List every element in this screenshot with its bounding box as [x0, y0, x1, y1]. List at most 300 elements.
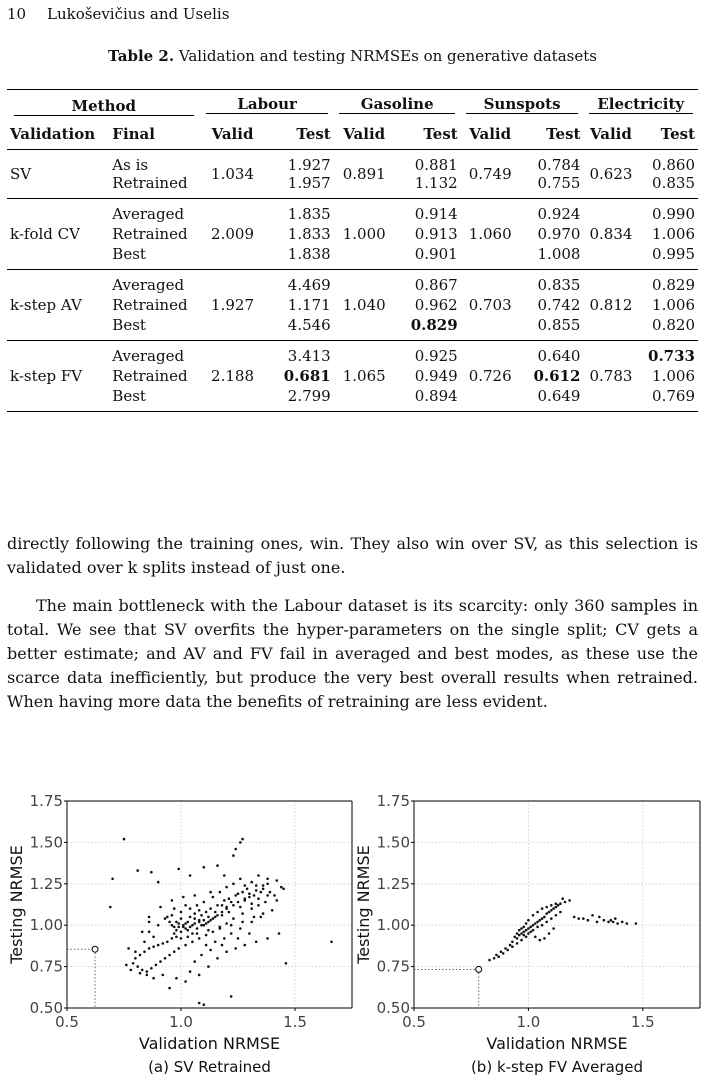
test-value-cell: 0.901	[414, 245, 458, 263]
data-point	[262, 884, 265, 887]
data-point	[610, 919, 613, 922]
data-point	[150, 967, 153, 970]
x-tick-label: 1.5	[630, 1013, 655, 1031]
test-value-cell: 0.913	[414, 225, 458, 243]
y-tick-label: 1.00	[29, 916, 63, 935]
data-point	[330, 941, 333, 944]
data-point	[511, 941, 514, 944]
data-point	[260, 916, 263, 919]
data-point	[196, 927, 199, 930]
data-point	[561, 897, 564, 900]
data-point	[582, 917, 585, 920]
y-tick-label: 0.75	[376, 957, 410, 976]
data-point	[173, 926, 176, 929]
header-method: Method	[7, 90, 201, 120]
data-point	[527, 919, 530, 922]
sub-header-test: Test	[296, 125, 331, 144]
table-row	[7, 270, 698, 295]
valid-value-cell: 1.000	[342, 225, 386, 243]
test-value-cell: 0.990	[652, 205, 695, 223]
data-point	[244, 884, 247, 887]
data-point	[214, 911, 217, 914]
data-point	[266, 883, 269, 886]
data-point	[253, 916, 256, 919]
data-point	[541, 907, 544, 910]
test-value-cell: 0.755	[537, 174, 581, 192]
data-point	[225, 922, 228, 925]
data-point	[564, 901, 567, 904]
data-point	[173, 950, 176, 953]
data-point	[146, 974, 149, 977]
x-tick-label: 0.5	[402, 1013, 426, 1031]
data-point	[152, 936, 155, 939]
x-axis-label: Validation NRMSE	[486, 1034, 628, 1053]
data-point	[500, 950, 503, 953]
data-point	[212, 931, 215, 934]
data-point	[180, 911, 183, 914]
data-point	[234, 848, 237, 851]
table-row	[7, 341, 698, 366]
data-point	[239, 906, 242, 909]
data-point	[568, 899, 571, 902]
data-point	[198, 1002, 201, 1005]
data-point	[221, 944, 224, 947]
data-point	[237, 892, 240, 895]
valid-value-cell: 0.726	[468, 367, 512, 385]
data-point	[139, 954, 142, 957]
data-point	[536, 926, 539, 929]
data-point	[148, 947, 151, 950]
data-point	[216, 904, 219, 907]
test-value-cell: 4.469	[287, 276, 331, 294]
x-axis-label: Validation NRMSE	[138, 1034, 281, 1053]
data-point	[225, 906, 228, 909]
data-point	[193, 960, 196, 963]
data-point	[234, 947, 237, 950]
data-point	[266, 878, 269, 881]
data-point	[209, 919, 212, 922]
data-point	[177, 868, 180, 871]
sub-header-valid: Valid	[343, 125, 386, 144]
data-point	[193, 922, 196, 925]
data-point	[209, 949, 212, 952]
data-point	[557, 904, 560, 907]
data-point	[134, 950, 137, 953]
results-table	[7, 89, 698, 412]
method-cell: k-fold CV	[10, 225, 80, 243]
data-point	[523, 934, 526, 937]
data-point	[207, 921, 210, 924]
paragraph-2-text: The main bottleneck with the Labour dataset is its scarcity: only 360 samples in total. We see that SV overfits the hyper-parameters on the single split; CV gets a better estimate; and AV and FV fail in averaged and best modes, as these use the scarce data inefficiently, but produce the very best overall results when retrained. When having more data the benefits of retraining are less evident.	[7, 596, 698, 711]
data-point	[155, 964, 158, 967]
test-value-cell: 1.006	[652, 296, 695, 314]
table-row	[7, 199, 698, 224]
data-point	[626, 922, 629, 925]
data-point	[550, 909, 553, 912]
selected-point-marker	[92, 946, 98, 952]
final-cell: Best	[112, 316, 146, 334]
data-point	[203, 924, 206, 927]
data-point	[219, 926, 222, 929]
data-point	[109, 906, 112, 909]
valid-value-cell: 1.060	[468, 225, 512, 243]
final-cell: Best	[112, 245, 146, 263]
data-point	[555, 914, 558, 917]
data-point	[143, 941, 146, 944]
valid-value-cell: 0.812	[589, 296, 633, 314]
valid-value-cell: 0.891	[342, 165, 386, 183]
data-point	[239, 927, 242, 930]
test-value-cell: 1.838	[287, 245, 331, 263]
data-point	[180, 937, 183, 940]
header-sunspots: Sunspots	[461, 90, 584, 120]
data-point	[555, 902, 558, 905]
y-tick-label: 1.75	[29, 792, 63, 810]
y-tick-label: 1.50	[29, 833, 63, 852]
valid-value-cell: 0.703	[468, 296, 512, 314]
valid-value-cell: 2.188	[211, 367, 254, 385]
data-point	[132, 962, 135, 965]
data-point	[550, 904, 553, 907]
data-point	[587, 919, 590, 922]
data-point	[230, 995, 233, 998]
data-point	[532, 924, 535, 927]
data-point	[209, 907, 212, 910]
data-point	[125, 964, 128, 967]
data-point	[232, 904, 235, 907]
data-point	[216, 914, 219, 917]
data-point	[173, 907, 176, 910]
data-point	[171, 899, 174, 902]
final-cell: Averaged	[112, 205, 185, 223]
test-value-cell: 0.924	[537, 205, 581, 223]
data-point	[543, 916, 546, 919]
data-point	[148, 916, 151, 919]
data-point	[232, 854, 235, 857]
data-point	[207, 965, 210, 968]
data-point	[209, 891, 212, 894]
data-point	[614, 917, 617, 920]
data-point	[262, 888, 265, 891]
data-point	[621, 921, 624, 924]
data-point	[250, 921, 253, 924]
test-value-cell: 0.820	[652, 316, 695, 334]
data-point	[205, 944, 208, 947]
test-value-cell: 0.769	[652, 387, 695, 405]
data-point	[191, 941, 194, 944]
valid-value-cell: 0.783	[589, 367, 633, 385]
data-point	[193, 917, 196, 920]
test-value-cell: 1.008	[537, 245, 581, 263]
test-value-cell: 1.835	[287, 205, 331, 223]
data-point	[573, 916, 576, 919]
data-point	[139, 972, 142, 975]
test-value-cell: 1.132	[414, 174, 458, 192]
data-point	[250, 902, 253, 905]
test-value-cell: 0.835	[652, 174, 695, 192]
data-point	[255, 941, 258, 944]
data-point	[216, 864, 219, 867]
data-point	[134, 957, 137, 960]
data-point	[250, 881, 253, 884]
data-point	[168, 921, 171, 924]
data-point	[607, 921, 610, 924]
data-point	[203, 1003, 206, 1006]
data-point	[244, 944, 247, 947]
data-point	[189, 907, 192, 910]
data-point	[260, 891, 263, 894]
data-point	[232, 917, 235, 920]
y-tick-label: 1.75	[376, 792, 410, 810]
selected-point-marker	[476, 966, 482, 972]
test-value-cell: 3.413	[287, 347, 331, 365]
data-point	[198, 974, 201, 977]
data-point	[276, 899, 279, 902]
test-value-cell: 1.006	[652, 367, 695, 385]
scatter-chart-sv-retrained	[0, 786, 355, 1082]
data-point	[598, 916, 601, 919]
x-tick-label: 1.0	[169, 1013, 193, 1031]
header-electricity: Electricity	[583, 90, 698, 120]
data-point	[207, 929, 210, 932]
data-point	[612, 921, 615, 924]
data-point	[173, 932, 176, 935]
data-point	[248, 892, 251, 895]
data-point	[591, 914, 594, 917]
data-point	[502, 952, 505, 955]
final-cell: Averaged	[112, 347, 185, 365]
data-point	[184, 904, 187, 907]
data-point	[555, 906, 558, 909]
data-point	[207, 916, 210, 919]
data-point	[198, 937, 201, 940]
test-value-cell: 0.867	[414, 276, 458, 294]
data-point	[246, 888, 249, 891]
data-point	[541, 917, 544, 920]
data-point	[516, 932, 519, 935]
data-point	[527, 927, 530, 930]
data-point	[162, 942, 165, 945]
running-header	[7, 5, 229, 23]
valid-value-cell: 0.834	[589, 225, 633, 243]
data-point	[180, 917, 183, 920]
sub-header-valid: Valid	[211, 125, 254, 144]
data-point	[200, 954, 203, 957]
data-point	[198, 909, 201, 912]
test-value-cell: 0.649	[537, 387, 581, 405]
test-value-cell: 1.006	[652, 225, 695, 243]
data-point	[525, 936, 528, 939]
sub-header-valid: Valid	[590, 125, 632, 144]
data-point	[193, 894, 196, 897]
data-point	[596, 921, 599, 924]
data-point	[219, 891, 222, 894]
sub-header-final: Final	[112, 125, 155, 144]
table-caption-text: Validation and testing NRMSEs on generative datasets	[178, 47, 597, 65]
y-axis-label: Testing NRMSE	[7, 845, 26, 964]
data-point	[187, 921, 190, 924]
data-point	[523, 926, 526, 929]
data-point	[196, 932, 199, 935]
test-value-cell: 1.957	[287, 174, 331, 192]
table-sub-header-row	[7, 120, 698, 150]
data-point	[266, 937, 269, 940]
data-point	[166, 941, 169, 944]
data-point	[141, 969, 144, 972]
data-point	[223, 899, 226, 902]
data-point	[191, 932, 194, 935]
data-point	[203, 919, 206, 922]
data-point	[248, 896, 251, 899]
data-point	[244, 897, 247, 900]
data-point	[184, 980, 187, 983]
data-point	[200, 924, 203, 927]
data-point	[171, 914, 174, 917]
test-value-cell: 0.829	[410, 316, 458, 334]
data-point	[184, 944, 187, 947]
test-value-cell: 0.784	[537, 156, 581, 174]
data-point	[203, 866, 206, 869]
test-value-cell: 0.860	[652, 156, 695, 174]
data-point	[175, 921, 178, 924]
data-point	[175, 929, 178, 932]
final-cell: Retrained	[112, 174, 188, 192]
sub-header-test: Test	[423, 125, 458, 144]
data-point	[250, 907, 253, 910]
page-number: 10	[7, 5, 27, 23]
data-point	[273, 894, 276, 897]
method-cell: SV	[10, 165, 32, 183]
data-point	[545, 906, 548, 909]
data-point	[534, 922, 537, 925]
test-value-cell: 0.733	[648, 347, 695, 365]
data-point	[205, 911, 208, 914]
data-point	[196, 904, 199, 907]
data-point	[525, 922, 528, 925]
data-point	[520, 932, 523, 935]
data-point	[168, 954, 171, 957]
data-point	[255, 884, 258, 887]
data-point	[182, 926, 185, 929]
data-point	[164, 957, 167, 960]
data-point	[495, 954, 498, 957]
data-point	[518, 929, 521, 932]
data-point	[205, 922, 208, 925]
data-point	[216, 957, 219, 960]
data-point	[504, 947, 507, 950]
data-point	[241, 921, 244, 924]
test-value-cell: 0.835	[537, 276, 581, 294]
test-value-cell: 0.829	[652, 276, 695, 294]
test-value-cell: 0.612	[533, 367, 581, 385]
table-row	[7, 150, 698, 175]
y-tick-label: 0.75	[29, 957, 63, 976]
data-point	[285, 962, 288, 965]
data-point	[552, 927, 555, 930]
data-point	[203, 901, 206, 904]
data-point	[545, 912, 548, 915]
data-point	[237, 901, 240, 904]
data-point	[539, 939, 542, 942]
paragraph-1-text: directly following the training ones, win. They also win over SV, as this selection is validated over k splits instead of just one.	[7, 534, 698, 577]
data-point	[191, 924, 194, 927]
data-point	[516, 942, 519, 945]
data-point	[164, 917, 167, 920]
data-point	[187, 936, 190, 939]
valid-value-cell: 1.040	[342, 296, 386, 314]
test-value-cell: 0.855	[537, 316, 581, 334]
data-point	[189, 916, 192, 919]
data-point	[527, 932, 530, 935]
data-point	[534, 936, 537, 939]
data-point	[559, 902, 562, 905]
data-point	[225, 950, 228, 953]
data-point	[205, 934, 208, 937]
data-point	[536, 911, 539, 914]
data-point	[230, 901, 233, 904]
data-point	[237, 937, 240, 940]
y-tick-label: 0.50	[376, 999, 410, 1017]
data-point	[223, 874, 226, 877]
data-point	[177, 922, 180, 925]
data-point	[148, 921, 151, 924]
x-tick-label: 1.0	[516, 1013, 541, 1031]
data-point	[162, 974, 165, 977]
data-point	[214, 941, 217, 944]
data-point	[532, 914, 535, 917]
data-point	[536, 921, 539, 924]
data-point	[264, 901, 267, 904]
data-point	[159, 906, 162, 909]
header-labour: Labour	[201, 90, 334, 120]
data-point	[255, 889, 258, 892]
data-point	[111, 878, 114, 881]
data-point	[262, 912, 265, 915]
data-point	[223, 937, 226, 940]
data-point	[123, 838, 126, 841]
data-point	[241, 891, 244, 894]
valid-value-cell: 1.065	[342, 367, 386, 385]
data-point	[189, 970, 192, 973]
data-point	[166, 916, 169, 919]
x-tick-label: 1.5	[283, 1013, 307, 1031]
test-value-cell: 0.681	[283, 367, 331, 385]
test-value-cell: 4.546	[287, 316, 331, 334]
x-tick-label: 0.5	[55, 1013, 79, 1031]
data-point	[177, 926, 180, 929]
sub-header-validation: Validation	[10, 125, 96, 144]
y-tick-label: 1.00	[376, 916, 410, 935]
data-point	[280, 886, 283, 889]
data-point	[257, 904, 260, 907]
sub-header-test: Test	[660, 125, 695, 144]
data-point	[180, 931, 183, 934]
y-tick-label: 0.50	[29, 999, 63, 1017]
data-point	[257, 897, 260, 900]
header-gasoline: Gasoline	[334, 90, 461, 120]
method-cell: k-step AV	[10, 296, 82, 314]
data-point	[529, 926, 532, 929]
data-point	[141, 931, 144, 934]
test-value-cell: 0.914	[414, 205, 458, 223]
data-point	[221, 914, 224, 917]
data-point	[232, 883, 235, 886]
data-point	[548, 932, 551, 935]
data-point	[266, 894, 269, 897]
data-point	[171, 937, 174, 940]
valid-value-cell: 1.034	[211, 165, 254, 183]
data-point	[177, 947, 180, 950]
